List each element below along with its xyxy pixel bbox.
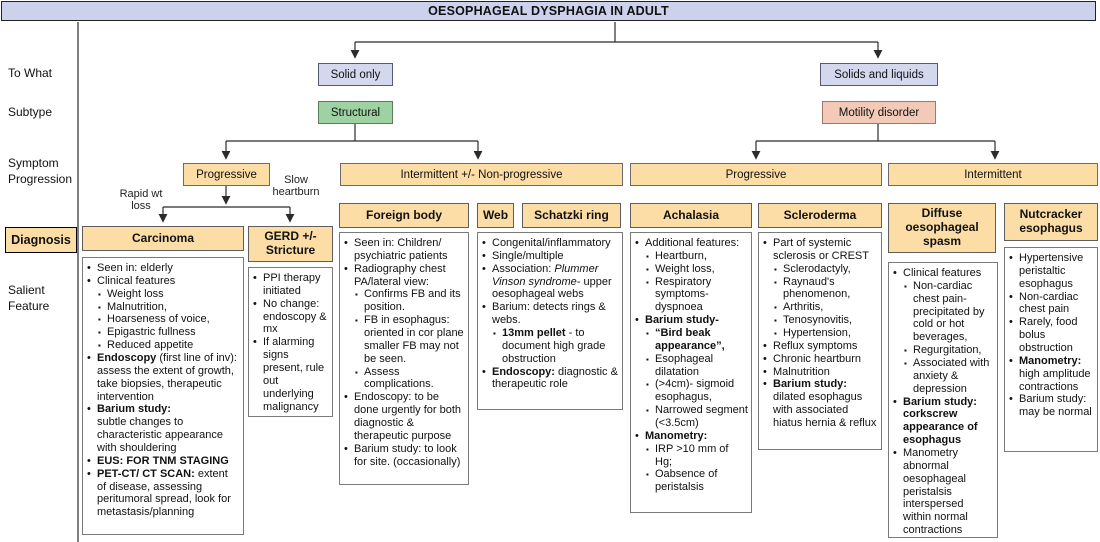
diagnosis-header-web: Web <box>477 203 514 228</box>
row-label-subtype: Subtype <box>8 105 53 119</box>
diagnosis-header-gerd-stricture: GERD +/- Stricture <box>248 226 333 262</box>
node-motility-disorder: Motility disorder <box>822 101 936 124</box>
salient-features-foreign-body: • Seen in: Children/ psychiatric patients • Radiography chest PA/lateral view: ▪ Confirms FB and its position. ▪ FB in esophagus: oriented in cor plane smaller FB may not be seen. ▪ Assess complications. • Endoscopy: to be done urgently for both diagnostic & therapeutic purpose • Barium study: to look for site. (occasionally) <box>339 232 469 485</box>
salient-features-scleroderma: • Part of systemic sclerosis or CREST ▪ Sclerodactyly, ▪ Raynaud's phenomenon, ▪ Arthritis, ▪ Tenosynovitis, ▪ Hypertension, • Reflux symptoms • Chronic heartburn • Malnutrition • Barium study: dilated esophagus with associated hiatus hernia & reflux <box>758 232 882 450</box>
row-label-to-what: To What <box>8 66 53 80</box>
salient-features-achalasia: • Additional features: ▪ Heartburn, ▪ Weight loss, ▪ Respiratory symptoms- dyspnoea • Barium study- ▪ “Bird beak appearance”, ▪ Esophageal dilatation ▪ (>4cm)- sigmoid esophagus, ▪ Narrowed segment (<3.5cm) • Manometry: ▪ IRP >10 mm of Hg; ▪ Oabsence of peristalsis <box>630 232 752 513</box>
salient-features-web-schatzki: • Congenital/inflammatory • Single/multiple • Association: Plummer Vinson syndrome- upper oesophageal webs • Barium: detects rings & webs. ▪ 13mm pellet - to document high grade obstruction • Endoscopy: diagnostic & therapeutic role <box>477 232 623 410</box>
diagnosis-header-nutcracker-esophagus: Nutcracker esophagus <box>1004 203 1098 241</box>
node-solids-and-liquids: Solids and liquids <box>820 63 938 86</box>
row-label-salient-feature: Salient Feature <box>8 283 50 313</box>
node-solid-only: Solid only <box>318 63 393 86</box>
page-title: OESOPHAGEAL DYSPHAGIA IN ADULT <box>1 1 1096 21</box>
edge-label-rapid-wt-loss: Rapid wt loss <box>119 188 163 212</box>
diagnosis-header-carcinoma: Carcinoma <box>82 226 244 251</box>
node-intermittent-motility: Intermittent <box>888 163 1098 186</box>
node-structural: Structural <box>318 101 393 124</box>
diagnosis-header-diffuse-oesophageal-spasm: Diffuse oesophageal spasm <box>888 203 996 253</box>
row-label-diagnosis: Diagnosis <box>5 227 77 253</box>
diagnosis-header-scleroderma: Scleroderma <box>758 203 882 228</box>
diagnosis-header-foreign-body: Foreign body <box>339 203 469 228</box>
diagnosis-header-achalasia: Achalasia <box>630 203 752 228</box>
salient-features-diffuse-oesophageal-spasm: • Clinical features ▪ Non-cardiac chest pain- precipitated by cold or hot beverages, ▪ Regurgitation, ▪ Associated with anxiety & depression • Barium study: corkscrew appearance of esophagus • Manometry abnormal oesophageal peristalsis interspersed within normal contractions <box>888 262 998 538</box>
diagnosis-header-schatzki-ring: Schatzki ring <box>522 203 621 228</box>
edge-label-slow-heartburn: Slow heartburn <box>272 174 320 198</box>
salient-features-gerd-stricture: • PPI therapy initiated • No change: endoscopy & mx • If alarming signs present, rule out underlying malignancy <box>248 267 333 417</box>
node-progressive-motility: Progressive <box>630 163 882 186</box>
salient-features-carcinoma: • Seen in: elderly • Clinical features ▪ Weight loss ▪ Malnutrition, ▪ Hoarseness of voice, ▪ Epigastric fullness ▪ Reduced appetite • Endoscopy (first line of inv): assess the extent of growth, take biopsies, therapeutic intervention • Barium study: subtle changes to characteristic appearance with shouldering • EUS: FOR TNM STAGING • PET-CT/ CT SCAN: extent of disease, assessing peritumoral spread, look for metastasis/planning <box>82 257 244 535</box>
node-progressive-structural: Progressive <box>183 163 270 186</box>
node-intermittent-nonprogressive: Intermittent +/- Non-progressive <box>340 163 623 186</box>
row-label-symptom-progression: Symptom Progression <box>8 156 73 186</box>
salient-features-nutcracker-esophagus: • Hypertensive peristaltic esophagus • Non-cardiac chest pain • Rarely, food bolus obstruction • Manometry: high amplitude contractions • Barium study: may be normal <box>1004 247 1098 452</box>
